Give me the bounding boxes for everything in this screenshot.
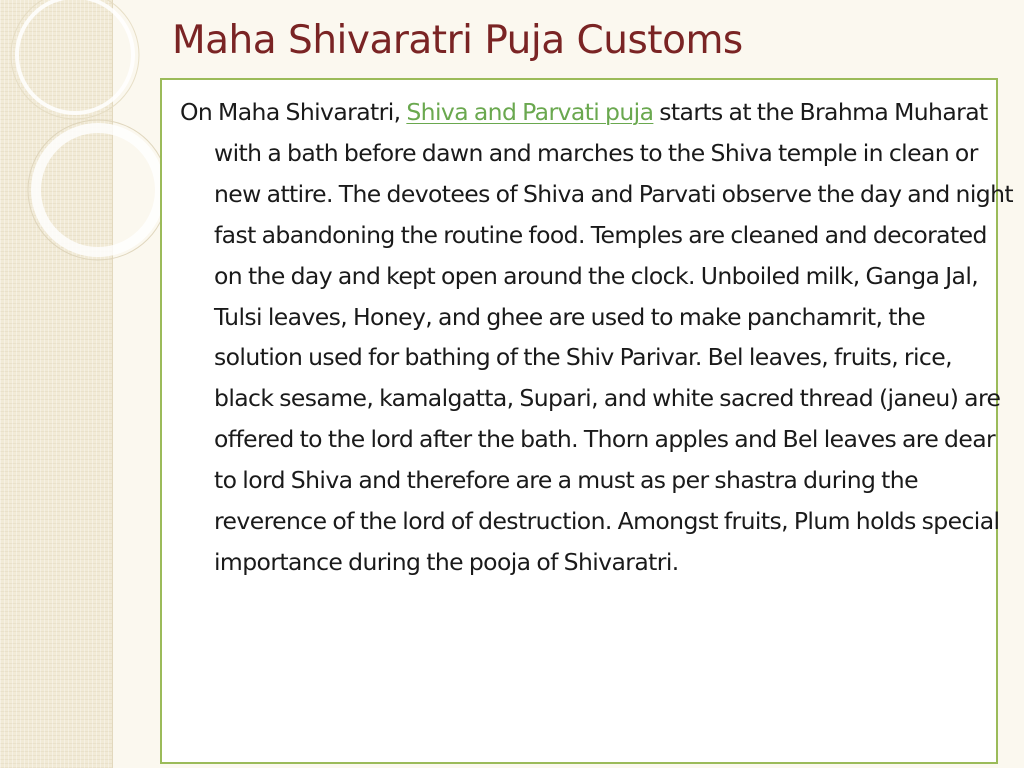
content-box [160,78,1013,764]
decorative-ring-middle-outline [28,120,168,260]
slide-title: Maha Shivaratri Puja Customs [172,18,743,63]
body-text-intro: On Maha Shivaratri, [180,98,407,126]
body-paragraph [180,92,1014,583]
decorative-ring-middle [36,128,160,252]
shiva-parvati-puja-link[interactable]: Shiva and Parvati puja [406,98,654,126]
body-text-main: starts at the Brahma Muharat with a bath before dawn and marches to the Shiva temple in clean or new attire. The devotees of Shiva and Parvati observe the day and night fast abandoning the routine food. Temples are cleaned and decorated on the day and kept open around the clock. Unboiled milk, Ganga Jal, Tulsi leaves, Honey, and ghee are used to make panchamrit, the solution used for bathing of the Shiv Parivar. Bel leaves, fruits, rice, black sesame, kamalgatta, Supari, and white sacred thread (janeu) are offered to the lord after the bath. Thorn apples and Bel leaves are dear to lord Shiva and therefore are a must as per shastra during the reverence of the lord of destruction. Amongst fruits, Plum holds special importance during the pooja of Shivaratri. [214,98,1013,576]
decorative-ring-top [17,0,133,113]
